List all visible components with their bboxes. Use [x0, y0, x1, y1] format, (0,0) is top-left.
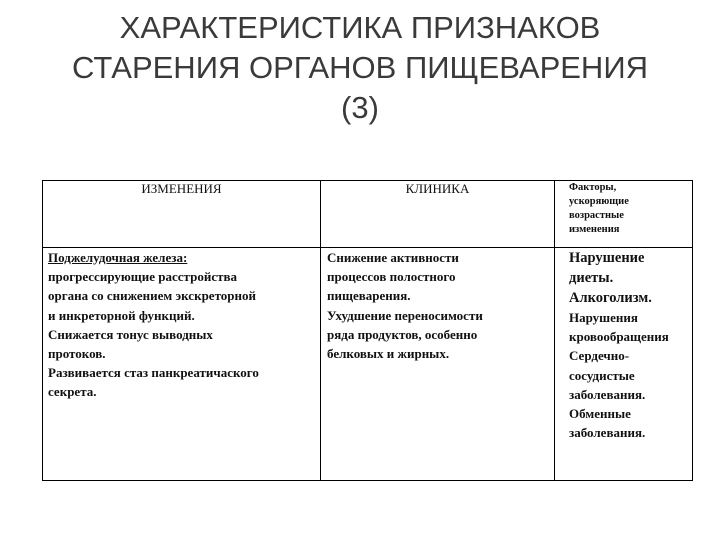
- header-factors-line: ускоряющие: [569, 196, 629, 207]
- clinic-cell: [321, 248, 555, 481]
- factors-line: Обменные: [569, 406, 631, 422]
- changes-line: и инкреторной функций.: [48, 307, 195, 323]
- clinic-line: ряда продуктов, особенно: [327, 326, 478, 342]
- factors-line: Нарушение: [569, 250, 645, 266]
- clinic-line: пищеварения.: [327, 288, 411, 304]
- header-clinic: КЛИНИКА: [321, 181, 555, 248]
- factors-line: заболевания.: [569, 425, 646, 441]
- changes-cell: [43, 248, 321, 481]
- title-line-2: СТАРЕНИЯ ОРГАНОВ ПИЩЕВАРЕНИЯ: [72, 50, 648, 85]
- changes-line: Развивается стаз панкреатичаского: [48, 365, 259, 381]
- factors-line: сосудистые: [569, 367, 635, 383]
- organ-label: Поджелудочная железа:: [48, 250, 188, 265]
- clinic-line: Ухудшение переносимости: [327, 307, 483, 323]
- characteristics-table: [42, 180, 693, 481]
- header-factors-line: возрастные: [569, 210, 624, 221]
- header-factors: [555, 181, 693, 248]
- clinic-line: процессов полостного: [327, 269, 456, 285]
- title-line-3: (3): [341, 90, 379, 125]
- changes-line: секрета.: [48, 384, 97, 400]
- factors-line: Алкоголизм.: [569, 290, 652, 306]
- table-row: [43, 248, 693, 481]
- header-changes: ИЗМЕНЕНИЯ: [43, 181, 321, 248]
- changes-line: Снижается тонус выводных: [48, 326, 213, 342]
- header-factors-line: изменения: [569, 224, 620, 235]
- factors-line: кровообращения: [569, 329, 669, 345]
- changes-line: протоков.: [48, 346, 106, 362]
- changes-line: органа со снижением экскреторной: [48, 288, 256, 304]
- clinic-line: Снижение активности: [327, 250, 459, 265]
- title-line-1: ХАРАКТЕРИСТИКА ПРИЗНАКОВ: [119, 10, 601, 45]
- factors-cell: [555, 248, 693, 481]
- clinic-line: белковых и жирных.: [327, 346, 450, 362]
- header-factors-line: Факторы,: [569, 182, 617, 193]
- factors-line: Нарушения: [569, 310, 638, 325]
- factors-line: Сердечно-: [569, 348, 630, 364]
- factors-line: диеты.: [569, 270, 614, 286]
- slide-title: [0, 8, 720, 128]
- factors-line: заболевания.: [569, 386, 646, 402]
- changes-line: прогрессирующие расстройства: [48, 269, 238, 285]
- table-header-row: [43, 181, 693, 248]
